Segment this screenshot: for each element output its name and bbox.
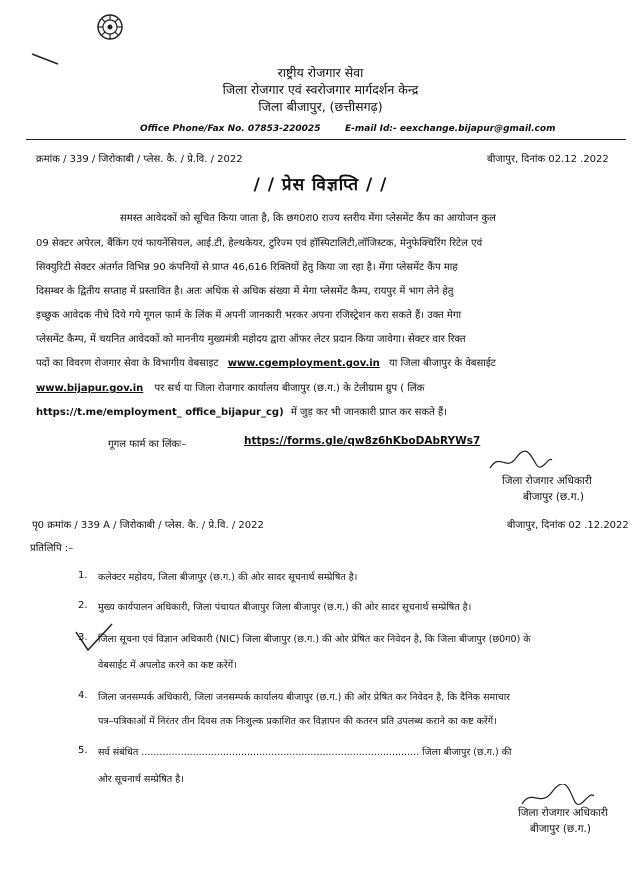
copy-item-2-number: 2. bbox=[78, 600, 88, 611]
para-line-7 bbox=[36, 355, 496, 369]
telegram-link[interactable]: https://t.me/employment_ office_bijapur_cg) bbox=[36, 407, 284, 418]
endorsement-date: बीजापुर, दिनांक 02 .12.2022 bbox=[507, 520, 629, 531]
header-divider bbox=[26, 139, 626, 140]
emblem-logo-icon bbox=[97, 14, 123, 40]
signatory-1-title: जिला रोजगार अधिकारी bbox=[502, 475, 592, 487]
para-line-8-tail: पर सर्च या जिला रोजगार कार्यालय बीजापुर (छ.ग.) के टेलीग्राम ग्रुप ( लिंक bbox=[154, 383, 425, 394]
google-form-label: गूगल फार्म का लिंकः– bbox=[108, 439, 187, 450]
header-line-3: जिला बीजापुर, (छत्तीसगढ़) bbox=[258, 99, 383, 114]
copy-item-5-text: सर्व संबंधित ............................................................................................ जिला बीजापुर (छ.ग.) की bbox=[98, 747, 512, 758]
para-line-7-text: पदों का विवरण रोजगार सेवा के विभागीय वेबसाइट bbox=[36, 358, 219, 369]
header-line-1: राष्ट्रीय रोजगार सेवा bbox=[277, 65, 364, 80]
para-line-1: समस्त आवेदकों को सूचित किया जाता है, कि छग0रा0 राज्य स्तरीय मेंगा प्लेसमेंट कैंप का आयोजन कुल bbox=[120, 213, 496, 224]
press-release-title: / / प्रेस विज्ञप्ति / / bbox=[253, 175, 388, 195]
signatory-2-title: जिला रोजगार अधिकारी bbox=[518, 807, 608, 819]
para-line-9-tail: में जुड़ कर भी जानकारी प्राप्त कर सकते हैं। bbox=[290, 407, 447, 418]
copy-item-1-text: कलेक्टर महोदय, जिला बीजापुर (छ.ग.) की ओर सादर सूचनार्थ सम्प्रेषित है। bbox=[98, 572, 358, 583]
para-line-2: 09 सेक्टर अपेरल, बैंकिंग एवं फायनेंसियल, आई.टी, हेल्थकेयर, टुरिज्म एवं हॉस्पिटालिटी,लॉजिस्टक, मेनुफेक्चिरिंग रिटेल एवं bbox=[36, 238, 483, 249]
reference-number: क्रमांक / 339 / जिरोकाबी / प्लेस. कै. / प्रे.वि. / 2022 bbox=[36, 154, 243, 165]
copy-item-4-text: जिला जनसम्पर्क अधिकारी, जिला जनसम्पर्क कार्यालय बीजापुर (छ.ग.) की ओर प्रेषित कर निवेदन है, कि दैनिक समाचार bbox=[98, 692, 511, 703]
para-line-9 bbox=[36, 404, 447, 418]
signature-1-icon bbox=[486, 450, 556, 474]
copy-item-4-number: 4. bbox=[78, 690, 88, 701]
office-phone: Office Phone/Fax No. 07853-220025 bbox=[140, 124, 321, 134]
copy-item-5-text-cont: ओर सूचनार्थ सम्प्रेषित है। bbox=[98, 774, 184, 785]
copy-to-heading: प्रतिलिपि :– bbox=[30, 543, 74, 554]
endorsement-number: पृ0 क्रमांक / 339 A / जिरोकाबी / प्लेस. कै. / प्रे.वि. / 2022 bbox=[32, 520, 264, 531]
copy-item-1-number: 1. bbox=[78, 570, 88, 581]
para-line-4: दिसम्बर के द्वितीय सप्ताह में प्रस्तावित है। अतः अधिक से अधिक संख्या में मेगा प्लेसमेंट कैम्प, रायपुर में भाग लेने हेतु bbox=[36, 286, 454, 297]
copy-item-4-text-cont: पत्र–पत्रिकाओं में निरंतर तीन दिवस तक निःशुल्क प्रकाशित कर विज्ञापन की कतरन प्रति उपलब्ध कराने का कष्ट करेंगें। bbox=[98, 716, 497, 727]
copy-item-2-text: मुख्य कार्यपालन अधिकारी, जिला पंचायत बीजापुर जिला बीजापुर (छ.ग.) की ओर सादर सूचनार्थ सम्प्रेषित है। bbox=[98, 602, 472, 613]
bijapur-website-link[interactable]: www.bijapur.gov.in bbox=[36, 383, 144, 394]
para-line-6: प्लेसमेंट कैम्प, में चयनित आवेदकों को माननीय मुख्यमंत्री महोदय द्वारा ऑफर लेटर प्रदान किया जावेगा। सेक्टर वार रिक्त bbox=[36, 334, 466, 345]
copy-item-3-number: 3. bbox=[78, 632, 88, 643]
para-line-8 bbox=[36, 380, 424, 394]
copy-item-5-number: 5. bbox=[78, 745, 88, 756]
para-line-3: सिक्युरिटी सेक्टर अंतर्गत विभिन्न 90 कंपनियों से प्राप्त 46,616 रिक्तियों हेतु किया जा रहा है। मेंगा प्लेसमेंट कैंप माह bbox=[36, 262, 458, 273]
signatory-2-place: बीजापुर (छ.ग.) bbox=[530, 823, 591, 835]
para-line-5: इच्छुक आवेदक नीचे दिये गये गूगल फार्म के लिंक में अपनी जानकारी भरकर अपना रजिस्ट्रेशन करा सकते हैं। उक्त मेगा bbox=[36, 310, 462, 321]
google-form-link[interactable]: https://forms.gle/qw8z6hKboDAbRYWs7 bbox=[244, 435, 481, 447]
reference-date: बीजापुर, दिनांक 02.12 .2022 bbox=[487, 154, 609, 165]
copy-item-3-text-cont: वेबसाईट में अपलोड करने का कष्ट करेंगें। bbox=[98, 660, 237, 671]
para-line-7-tail: या जिला बीजापुर के वेबसाईट bbox=[389, 358, 496, 369]
copy-item-3-text: जिला सूचना एवं विज्ञान अधिकारी (NIC) जिला बीजापुर (छ.ग.) की ओर प्रेषित कर निवेदन है, कि जिला बीजापुर (छ0ग0) के bbox=[98, 634, 531, 645]
office-email: E-mail Id:- eexchange.bijapur@gmail.com bbox=[345, 124, 556, 134]
cgemployment-link[interactable]: www.cgemployment.gov.in bbox=[227, 358, 380, 369]
signatory-1-place: बीजापुर (छ.ग.) bbox=[523, 491, 584, 503]
header-line-2: जिला रोजगार एवं स्वरोजगार मार्गदर्शन केन्द्र bbox=[222, 82, 419, 97]
